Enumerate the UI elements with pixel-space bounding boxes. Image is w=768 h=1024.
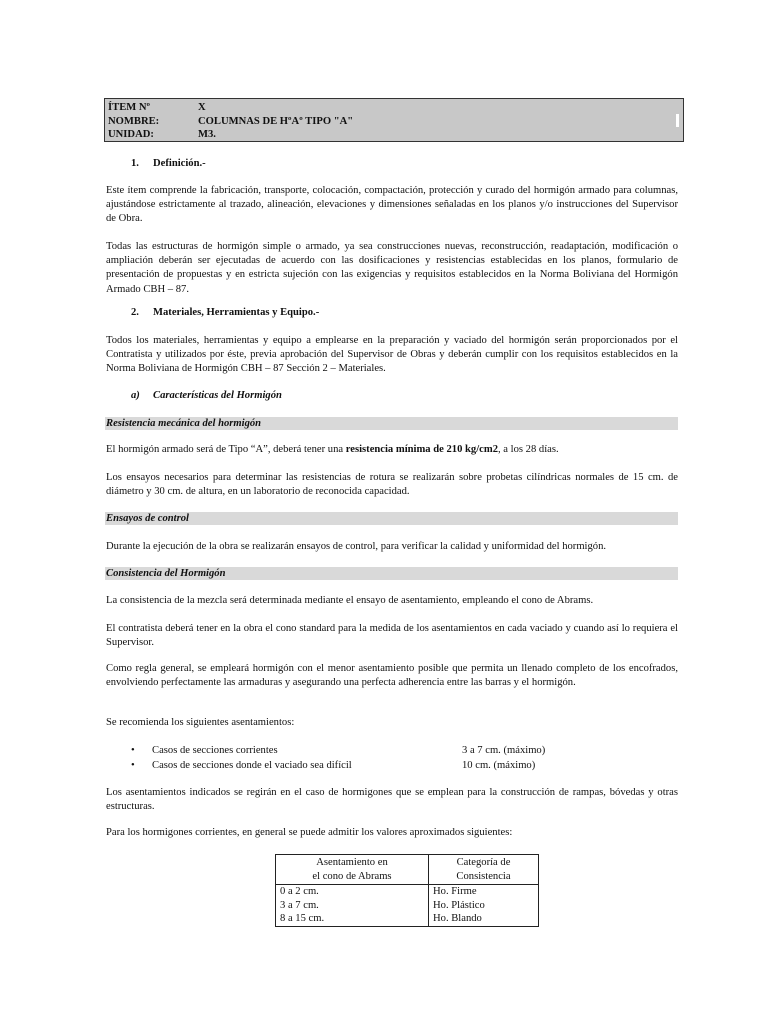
list-item	[131, 744, 691, 759]
section-2-title: Materiales, Herramientas y Equipo.-	[153, 307, 320, 318]
section-2-number: 2.	[131, 307, 139, 318]
section-2-heading	[131, 307, 319, 318]
header-line: el cono de Abrams	[312, 870, 392, 882]
table-cell-asentamiento	[276, 885, 429, 927]
resistencia-text-pre: El hormigón armado será de Tipo “A”, deberá tener una	[106, 444, 346, 455]
bullet-icon: •	[131, 745, 135, 756]
item-row	[108, 101, 680, 115]
consistencia-paragraph-3: Como regla general, se empleará hormigón con el menor asentamiento posible que permita un llenado completo de los encofrados, envolviendo perfectamente las armaduras y asegurando una perfecta adherencia entre las barras y el hormigón.	[106, 663, 678, 689]
list-item-value: 10 cm. (máximo)	[462, 760, 536, 771]
ensayos-paragraph: Durante la ejecución de la obra se realizarán ensayos de control, para verificar la calidad y uniformidad del hormigón.	[106, 541, 607, 552]
header-line: Consistencia	[456, 870, 511, 882]
table-cell-categoria	[429, 885, 539, 927]
list-item-value: 3 a 7 cm. (máximo)	[462, 745, 546, 756]
unidad-value: M3.	[198, 129, 216, 140]
header-line: Asentamiento en	[316, 857, 388, 868]
definition-paragraph-1: Este ítem comprende la fabricación, transporte, colocación, compactación, protección y curado del hormigón armado para columnas, ajustándose estrictamente al trazado, alineación, elevaciones y dimensiones señaladas en los planos y/o instrucciones del Supervisor de Obra.	[106, 185, 678, 225]
consistencia-paragraph-2: El contratista deberá tener en la obra el cono standard para la medida de los asentamientos en cada vaciado y cuando así lo requiera el Supervisor.	[106, 623, 678, 649]
cell-line: Ho. Plástico	[433, 899, 485, 911]
table-row	[276, 885, 539, 927]
consistency-table	[275, 854, 539, 927]
subsection-a-heading	[131, 390, 282, 401]
nombre-value: COLUMNAS DE HºAº TIPO "A"	[198, 115, 354, 127]
resistencia-band: Resistencia mecánica del hormigón	[105, 417, 678, 430]
subsection-a-title: Características del Hormigón	[153, 390, 282, 401]
materials-paragraph: Todos los materiales, herramientas y equipo a emplearse en la preparación y vaciado del hormigón serán proporcionados por el Contratista y utilizados por éste, previa aprobación del Supervisor de Obras y deberán cumplir con los requisitos establecidos en la Norma Boliviana de Hormigón CBH – 87 Sección 2 – Materiales.	[106, 335, 678, 375]
subsection-a-number: a)	[131, 390, 140, 401]
cell-line: 0 a 2 cm.	[280, 886, 319, 897]
text-cursor-marker	[676, 114, 679, 127]
ensayos-band: Ensayos de control	[105, 512, 678, 525]
resistencia-text-post: , a los 28 días.	[498, 444, 559, 455]
list-item-text: Casos de secciones donde el vaciado sea difícil	[152, 760, 352, 771]
resistencia-bold-value: resistencia mínima de 210 kg/cm2	[345, 444, 498, 455]
item-header-box	[104, 98, 684, 142]
list-item	[131, 759, 691, 774]
header-line: Categoría de	[456, 857, 511, 868]
table-header-categoria	[429, 855, 539, 885]
nombre-label: NOMBRE:	[108, 115, 160, 127]
cell-line: Ho. Firme	[433, 886, 477, 897]
consistencia-paragraph-1: La consistencia de la mezcla será determinada mediante el ensayo de asentamiento, empleando el cono de Abrams.	[106, 595, 594, 606]
consistencia-paragraph-6: Para los hormigones corrientes, en general se puede admitir los valores aproximados siguientes:	[106, 827, 513, 838]
consistencia-paragraph-5: Los asentamientos indicados se regirán en el caso de hormigones que se emplean para la construcción de rampas, bóvedas y otras estructuras.	[106, 787, 678, 813]
table-header-asentamiento	[276, 855, 429, 885]
section-1-number: 1.	[131, 158, 139, 169]
cell-line: 8 a 15 cm.	[280, 913, 325, 924]
cell-line: 3 a 7 cm.	[280, 899, 319, 911]
list-item-text: Casos de secciones corrientes	[152, 745, 278, 756]
item-label: ÍTEM Nº	[108, 102, 151, 113]
cell-line: Ho. Blando	[433, 913, 482, 924]
consistencia-paragraph-4: Se recomienda los siguientes asentamientos:	[106, 717, 295, 728]
table-header-row	[276, 855, 539, 885]
unidad-row	[108, 128, 680, 142]
consistencia-band: Consistencia del Hormigón	[105, 567, 678, 580]
nombre-row	[108, 115, 680, 129]
definition-paragraph-2: Todas las estructuras de hormigón simple o armado, ya sea construcciones nuevas, reconstrucción, readaptación, modificación o ampliación deberán ser ejecutadas de acuerdo con las dosificaciones y resistencias establecidas en los planos, formulario de presentación de propuestas y en estricta sujeción con las exigencias y requisitos establecidos en la Norma Boliviana del Hormigón Armado CBH – 87.	[106, 241, 678, 295]
section-1-heading	[131, 158, 206, 169]
unidad-label: UNIDAD:	[108, 129, 154, 140]
resistencia-paragraph-1	[106, 443, 678, 457]
item-value: X	[198, 102, 206, 113]
resistencia-paragraph-2: Los ensayos necesarios para determinar las resistencias de rotura se realizarán sobre probetas cilíndricas normales de 15 cm. de diámetro y 30 cm. de altura, en un laboratorio de reconocida capacidad.	[106, 472, 678, 498]
bullet-icon: •	[131, 760, 135, 771]
section-1-title: Definición.-	[153, 158, 206, 169]
